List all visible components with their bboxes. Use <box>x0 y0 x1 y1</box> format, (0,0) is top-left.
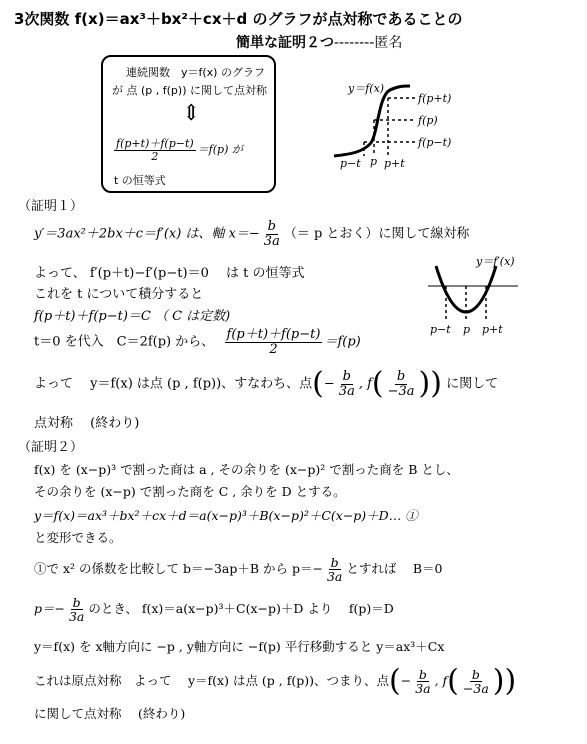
box-line-1: 連続関数 y＝f(x) のグラフ <box>126 66 265 79</box>
proof1-heading: （証明１） <box>18 199 84 214</box>
proof1-line-4: f(p＋t)＋f(p−t)＝C （ C は定数) <box>34 309 231 324</box>
label-f-p-plus-t: f(p+t) <box>418 92 452 105</box>
proof1-l6-f: , f <box>358 376 372 392</box>
proof2-l8-pre: これは原点対称 よって y＝f(x) は点 (p , f(p))、つまり、点 <box>34 673 389 689</box>
label-p: p <box>370 155 378 168</box>
proof2-l8-f: , f <box>434 673 448 689</box>
p2-label-p: p <box>463 323 471 336</box>
proof2-l6-post: のとき、 f(x)＝a(x−p)³＋C(x−p)＋D より f(p)＝D <box>88 601 394 617</box>
proof1-l1-post: （＝ p とおく）に関して線対称 <box>283 226 470 242</box>
label-f-p: f(p) <box>418 114 438 127</box>
proof2-l5-den: 3a <box>326 569 343 585</box>
proof2-line-6 <box>34 596 394 623</box>
p2-label-p-plus-t: p+t <box>482 323 503 336</box>
proof1-l5-den: 2 <box>269 341 278 357</box>
box-frac-tail: ＝f(p) が <box>197 143 243 157</box>
p2-label-p-minus-t: p−t <box>430 323 451 336</box>
proof2-l8-den1: 3a <box>415 681 431 697</box>
box-formula <box>112 138 243 162</box>
proof2-l8-num2: b <box>471 667 480 682</box>
proof1-l1-pre: y′＝3ax²＋2bx＋c＝f′(x) は、軸 x＝− <box>34 226 260 242</box>
proof2-line-4: と変形できる。 <box>34 530 122 545</box>
box-line-4: t の恒等式 <box>114 174 166 187</box>
proof1-line-3: これを t について積分すると <box>34 287 204 302</box>
proof1-l5-num: f(p＋t)＋f(p−t) <box>226 327 321 342</box>
proof1-l6-den2: −3a <box>387 383 415 399</box>
proof2-l6-num: b <box>72 595 81 610</box>
equivalence-arrow-icon: ⇕ <box>182 101 201 126</box>
proof1-l1-den: 3a <box>263 233 280 249</box>
proof2-line-2: その余りを (x−p) で割った商を C , 余りを D とする。 <box>34 484 346 499</box>
proof1-line-2: よって、 f′(p＋t)−f′(p−t)＝0 は t の恒等式 <box>34 266 305 281</box>
box-frac-num: f(p+t)＋f(p−t) <box>116 137 194 150</box>
proof1-l6-num1: b <box>342 369 351 384</box>
proof2-line-3: y＝f(x)＝ax³＋bx²＋cx＋d＝a(x−p)³＋B(x−p)²＋C(x−p)＋D… ① <box>34 508 418 523</box>
proof2-heading: （証明２） <box>18 440 84 455</box>
proof2-l6-den: 3a <box>68 609 85 625</box>
proof2-line-9: に関して点対称 (終わり) <box>34 706 186 721</box>
page-title: 3次関数 f(x)＝ax³＋bx²＋cx＋d のグラフが点対称であることの <box>14 10 463 28</box>
proof1-l6-pre: よって y＝f(x) は点 (p , f(p))、すなわち、点 <box>34 376 313 392</box>
page-subtitle <box>236 32 402 52</box>
proof2-line-7: y＝f(x) を x軸方向に −p , y軸方向に −f(p) 平行移動すると y＝ax³＋Cx <box>34 639 445 654</box>
proof2-l8-den2: −3a <box>462 681 489 697</box>
proof2-line-5 <box>34 556 443 583</box>
proof1-line-1 <box>34 220 469 248</box>
label-f-p-minus-t: f(p−t) <box>418 136 452 149</box>
proof1-l6-num2: b <box>396 369 406 384</box>
box-frac-den: 2 <box>151 149 159 163</box>
cubic-curve <box>334 86 410 156</box>
proof2-l5-num: b <box>330 555 339 570</box>
proof1-l6-post: に関して <box>446 376 499 392</box>
subtitle-dots: -------- <box>334 35 375 51</box>
proof2-l8-num1: b <box>418 667 427 682</box>
proof1-l1-num: b <box>267 219 276 234</box>
proof2-l6-pre: p＝− <box>34 601 65 617</box>
box-line-2: が 点 (p , f(p)) に関して点対称 <box>112 84 267 97</box>
label-p-minus-t: p−t <box>340 157 361 170</box>
proof1-line-6: よって y＝f(x) は点 (p , f(p))、すなわち、点(− $\frac{b}{3a}$ , f( $\frac{b}{-3a}$ )) に関して <box>34 366 499 402</box>
proof1-l5-pre: t＝0 を代入 C＝2f(p) から、 <box>34 334 215 350</box>
proof1-line-5 <box>34 328 361 356</box>
subtitle-main: 簡単な証明２つ <box>236 35 334 51</box>
cubic-curve-label: y＝f(x) <box>348 82 385 95</box>
proof2-line-1: f(x) を (x−p)³ で割った商は a , その余りを (x−p)² で割った商を B とし、 <box>34 462 459 477</box>
proof1-l6-den1: 3a <box>338 383 355 399</box>
proof1-l5-post: ＝f(p) <box>324 334 361 350</box>
proof2-line-8: これは原点対称 よって y＝f(x) は点 (p , f(p))、つまり、点(− $\frac{b}{3a}$ , f( $\frac{b}{-3a}$ )) <box>34 663 517 699</box>
proof1-line-7: 点対称 (終わり) <box>34 416 140 431</box>
proof2-l5-post: とすれば B＝0 <box>346 561 443 577</box>
parabola-curve-label: y＝f′(x) <box>476 255 515 268</box>
proof2-l5-pre: ①で x² の係数を比較して b＝−3ap＋B から p＝− <box>34 561 323 577</box>
label-p-plus-t: p+t <box>384 157 405 170</box>
author-name: 匿名 <box>374 35 403 51</box>
